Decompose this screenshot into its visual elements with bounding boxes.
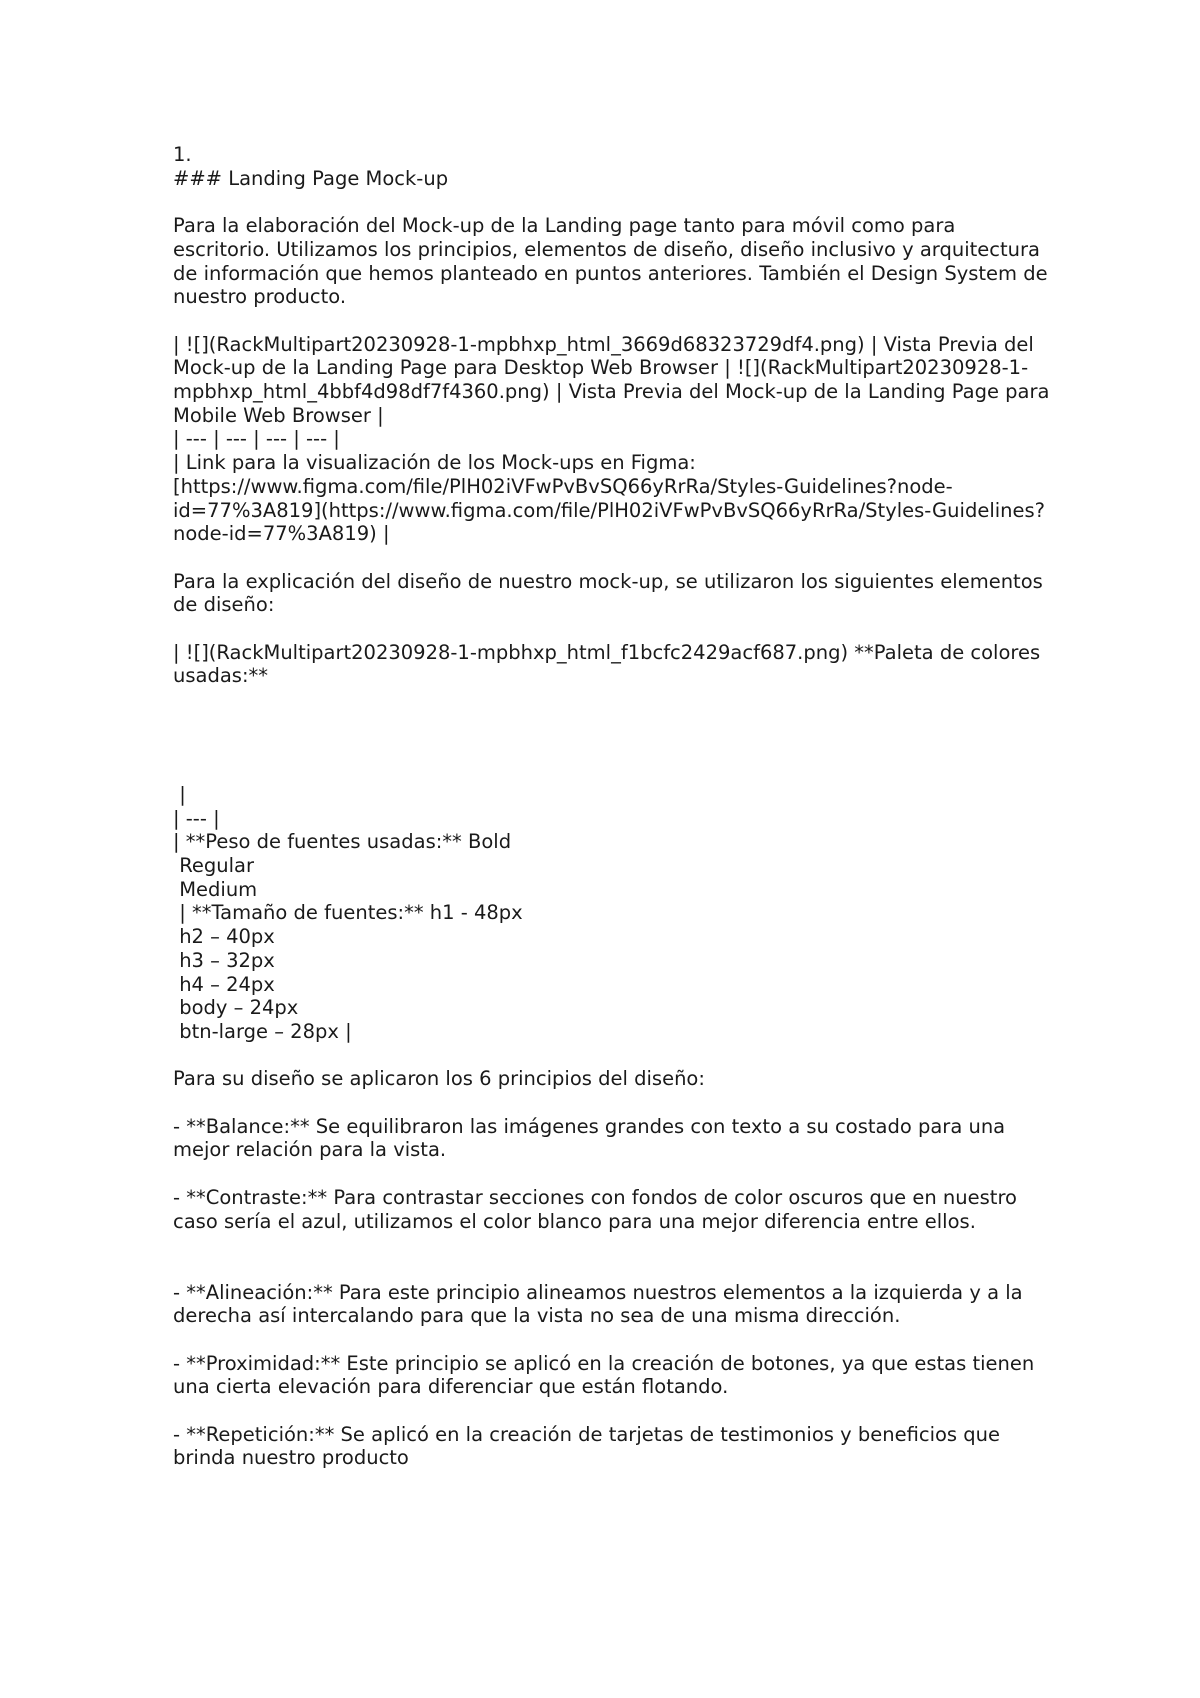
font-size-body: body – 24px — [173, 996, 299, 1020]
principle-proximity: - **Proximidad:** Este principio se aplicó en la creación de botones, ya que estas tienen una cierta elevación para diferenciar que están flotando. — [173, 1351, 1041, 1399]
preview-table-row: | ![](RackMultipart20230928-1-mpbhxp_html_3669d68323729df4.png) | Vista Previa del Mock-up de la Landing Page para Desktop Web Browser | ![](RackMultipart20230928-1-mpbhxp_html_4bbf4d98df7f4360.png) | Vista Previa del Mock-up de la Landing Page para Mobile Web Browser | — [173, 332, 1056, 427]
spacer — [173, 617, 1053, 641]
font-sizes-line: | **Tamaño de fuentes:** h1 - 48px — [173, 901, 523, 925]
spacer — [173, 1399, 1053, 1423]
font-weights-line: | **Peso de fuentes usadas:** Bold — [173, 830, 512, 854]
elements-table-separator: | --- | — [173, 806, 220, 830]
heading-number: 1. — [173, 143, 192, 166]
font-weight-regular: Regular — [173, 854, 254, 878]
intro-paragraph: Para la elaboración del Mock-up de la Landing page tanto para móvil como para escritorio. Utilizamos los principios, elementos de diseño, diseño inclusivo y arquitectura de información que hemos planteado en puntos anteriores. También el Design System de nuestro producto. — [173, 214, 1054, 309]
spacer — [173, 1328, 1053, 1352]
palette-row: | ![](RackMultipart20230928-1-mpbhxp_html_f1bcfc2429acf687.png) **Paleta de colores usadas:** — [173, 640, 1047, 688]
principle-alignment: - **Alineación:** Para este principio alineamos nuestros elementos a la izquierda y a la derecha así intercalando para que la vista no sea de una misma dirección. — [173, 1280, 1029, 1328]
design-elements-intro: Para la explicación del diseño de nuestro mock-up, se utilizaron los siguientes elementos de diseño: — [173, 569, 1049, 617]
page-title: ### Landing Page Mock-up — [173, 166, 449, 190]
spacer — [173, 1091, 1053, 1115]
font-size-h3: h3 – 32px — [173, 948, 275, 972]
document-body — [173, 143, 1056, 1470]
font-size-h2: h2 – 40px — [173, 925, 275, 949]
font-size-btn: btn-large – 28px | — [173, 1019, 352, 1043]
spacer — [173, 1044, 1053, 1068]
principle-repetition: - **Repetición:** Se aplicó en la creación de tarjetas de testimonios y beneficios que brinda nuestro producto — [173, 1422, 1007, 1470]
spacer — [173, 1233, 1053, 1257]
palette-row-end: | — [173, 782, 186, 806]
font-weight-medium: Medium — [173, 877, 258, 901]
spacer — [173, 688, 1053, 783]
principle-balance: - **Balance:** Se equilibraron las imágenes grandes con texto a su costado para una mejor relación para la vista. — [173, 1114, 1012, 1162]
spacer — [173, 1162, 1053, 1186]
spacer — [173, 190, 1053, 214]
font-size-h4: h4 – 24px — [173, 972, 275, 996]
spacer — [173, 546, 1053, 570]
principles-intro: Para su diseño se aplicaron los 6 principios del diseño: — [173, 1067, 705, 1091]
spacer — [173, 309, 1053, 333]
figma-link-row: | Link para la visualización de los Mock-ups en Figma: [https://www.figma.com/file/PlH02iVFwPvBvSQ66yRrRa/Styles-Guidelines?node-id=77%3A819](https://www.figma.com/file/PlH02iVFwPvBvSQ66yRrRa/Styles-Guidelines?node-id=77%3A819) | — [173, 451, 1046, 546]
spacer — [173, 1257, 1053, 1281]
preview-table-separator: | --- | --- | --- | --- | — [173, 427, 340, 451]
principle-contrast: - **Contraste:** Para contrastar secciones con fondos de color oscuros que en nuestro caso sería el azul, utilizamos el color blanco para una mejor diferencia entre ellos. — [173, 1185, 1024, 1233]
